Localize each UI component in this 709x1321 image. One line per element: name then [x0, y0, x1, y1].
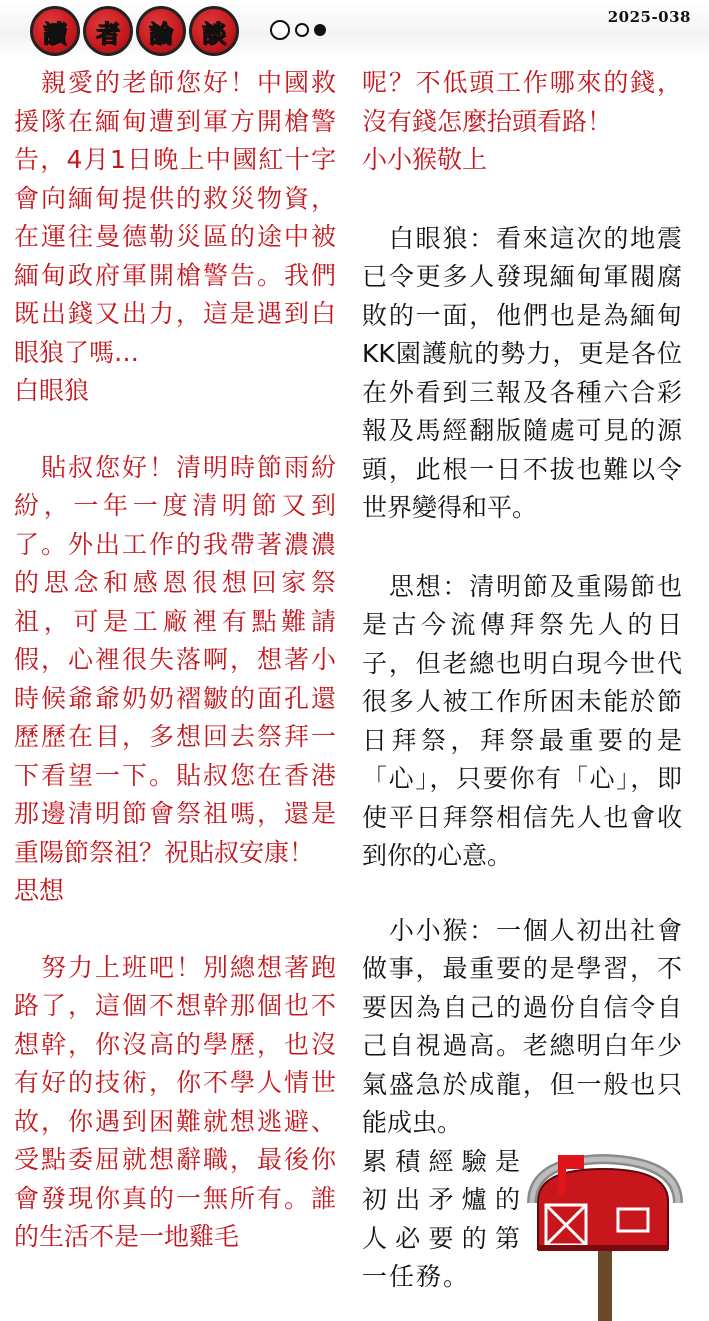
circle-icon [295, 23, 309, 37]
decorative-dots [270, 20, 326, 40]
reply-2-text: 思想：清明節及重陽節也是古今流傳拜祭先人的日子，但老總也明白現今世代很多人被工作所困未能於節日拜祭，拜祭最重要的是「心」，只要你有「心」，即使平日拜祭相信先人也會收到你的心意。 [362, 571, 682, 870]
title-char-1: 讀 [30, 6, 80, 56]
letter-2-signature: 思想 [14, 876, 65, 905]
letter-1-text: 親愛的老師您好！中國救援隊在緬甸遭到軍方開槍警告，4月1日晚上中國紅十字會向緬甸提供的救災物資，在運往曼德勒災區的途中被緬甸政府軍開槍警告。我們既出錢又出力，這是遇到白眼狼了嗎… [14, 68, 336, 367]
letters-column [14, 64, 336, 1257]
filled-circle-icon [314, 24, 326, 36]
title-char-4: 談 [189, 6, 239, 56]
letter-1-signature: 白眼狼 [14, 376, 90, 405]
issue-number: 2025-038 [607, 8, 691, 26]
letter-3-continued: 呢？不低頭工作哪來的錢，沒有錢怎麼抬頭看路！ [362, 68, 682, 136]
letter-3-signature: 小小猴敬上 [362, 145, 488, 174]
column-header [0, 0, 709, 58]
title-char-3: 論 [136, 6, 186, 56]
reply-1-text: 白眼狼：看來這次的地震已令更多人發現緬甸軍閥腐敗的一面，他們也是為緬甸KK園護航的勢力，更是各位在外看到三報及各種六合彩報及馬經翻版隨處可見的源頭，此根一日不拔也難以令世界變得和平。 [362, 223, 682, 522]
column-title [30, 6, 239, 56]
mailbox-illustration [518, 1145, 698, 1321]
letter-2-text: 貼叔您好！清明時節雨紛紛，一年一度清明節又到了。外出工作的我帶著濃濃的思念和感恩很想回家祭祖，可是工廠裡有點難請假，心裡很失落啊，想著小時候爺爺奶奶褶皺的面孔還歷歷在目，多想回去祭拜一下看望一下。貼叔您在香港那邊清明節會祭祖嗎，還是重陽節祭祖？祝貼叔安康！ [14, 452, 336, 867]
reply-3-text-narrow: 累積經驗是初出矛爐的人必要的第一任務。 [362, 1146, 522, 1291]
circle-icon [270, 20, 290, 40]
reply-3-text: 小小猴：一個人初出社會做事，最重要的是學習，不要因為自己的過份自信令自己自視過高。老總明白年少氣盛急於成龍，但一般也只能成虫。 [362, 915, 682, 1137]
title-char-2: 者 [83, 6, 133, 56]
replies-column [362, 64, 682, 1297]
letter-3-text: 努力上班吧！別總想著跑路了，這個不想幹那個也不想幹，你沒高的學歷，也沒有好的技術，你不學人情世故，你遇到困難就想逃避、受點委屈就想辭職，最後你會發現你真的一無所有。誰的生活不是一地雞毛 [14, 952, 336, 1251]
